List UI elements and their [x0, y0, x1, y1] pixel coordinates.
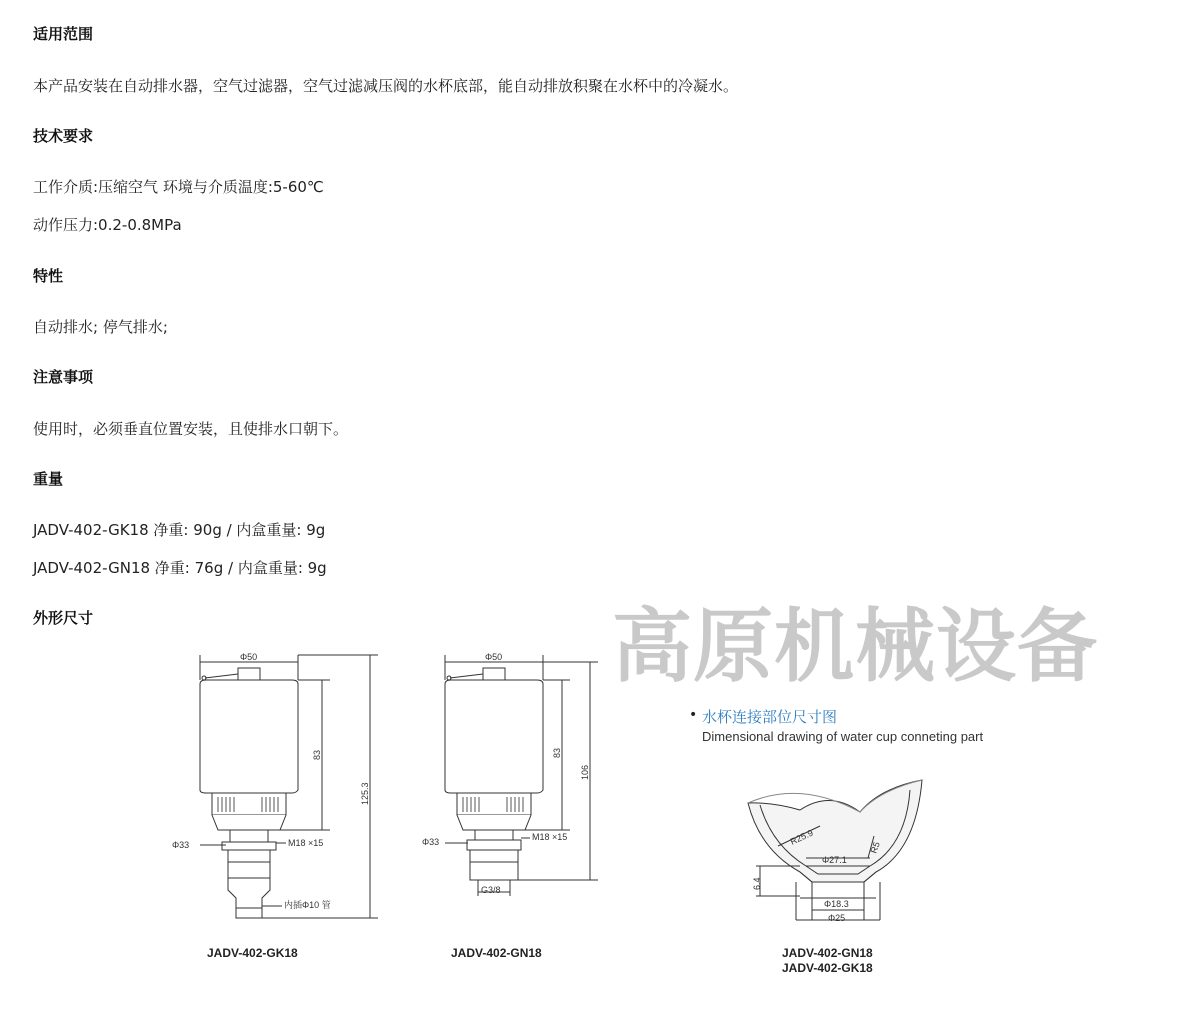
cup-caption-en: Dimensional drawing of water cup conneting part: [702, 729, 984, 744]
watermark-text: 高原机械设备: [612, 600, 1098, 693]
gn18-thread: M18 ×15: [532, 832, 568, 842]
tech-line-1: 工作介质:压缩空气 环境与介质温度:5-60℃: [33, 178, 324, 196]
gn18-dia-base: Φ33: [422, 837, 440, 847]
gk18-dia-base: Φ33: [172, 840, 190, 850]
cup-dia-271: Φ27.1: [822, 855, 847, 865]
tech-heading: 技术要求: [33, 127, 94, 145]
scope-heading: 适用范围: [33, 25, 94, 43]
gk18-drawing: [200, 655, 378, 918]
gk18-thread: M18 ×15: [288, 838, 324, 848]
cup-r-small: R5: [868, 840, 882, 855]
cup-dia-25: Φ25: [828, 913, 846, 923]
cup-r-large: R25.9: [788, 827, 815, 847]
gk18-height-total: 125.3: [360, 782, 370, 805]
gk18-tube: 内插Φ10 管: [284, 900, 331, 910]
gn18-height-total: 106: [580, 764, 590, 780]
gk18-height-body: 83: [312, 749, 322, 760]
cup-caption-bullet: •: [689, 707, 698, 723]
gn18-port: G3/8: [481, 885, 501, 895]
features-heading: 特性: [33, 267, 64, 285]
cup-caption-zh: 水杯连接部位尺寸图: [702, 708, 838, 726]
dimensions-heading: 外形尺寸: [33, 609, 94, 627]
cup-label-2: JADV-402-GK18: [782, 961, 873, 975]
tech-line-2: 动作压力:0.2-0.8MPa: [33, 216, 182, 234]
cup-label-1: JADV-402-GN18: [782, 946, 873, 960]
notes-text: 使用时，必须垂直位置安装，且使排水口朝下。: [33, 420, 349, 438]
weight-heading: 重量: [33, 470, 64, 488]
gk18-dia-top: Φ50: [240, 652, 258, 662]
gn18-height-body: 83: [552, 747, 562, 758]
features-text: 自动排水; 停气排水;: [33, 318, 168, 336]
cup-height: 6.4: [752, 877, 762, 890]
notes-heading: 注意事项: [33, 368, 94, 386]
gn18-drawing: [445, 655, 598, 896]
weight-line-2: JADV-402-GN18 净重: 76g / 内盒重量: 9g: [33, 559, 327, 577]
gn18-label: JADV-402-GN18: [451, 946, 542, 960]
gn18-dia-top: Φ50: [485, 652, 503, 662]
gk18-label: JADV-402-GK18: [207, 946, 298, 960]
scope-text: 本产品安装在自动排水器，空气过滤器，空气过滤减压阀的水杯底部，能自动排放积聚在水杯中的冷凝水。: [33, 77, 739, 95]
cup-dia-183: Φ18.3: [824, 899, 849, 909]
weight-line-1: JADV-402-GK18 净重: 90g / 内盒重量: 9g: [33, 521, 326, 539]
dimension-drawings: [0, 640, 1200, 1010]
